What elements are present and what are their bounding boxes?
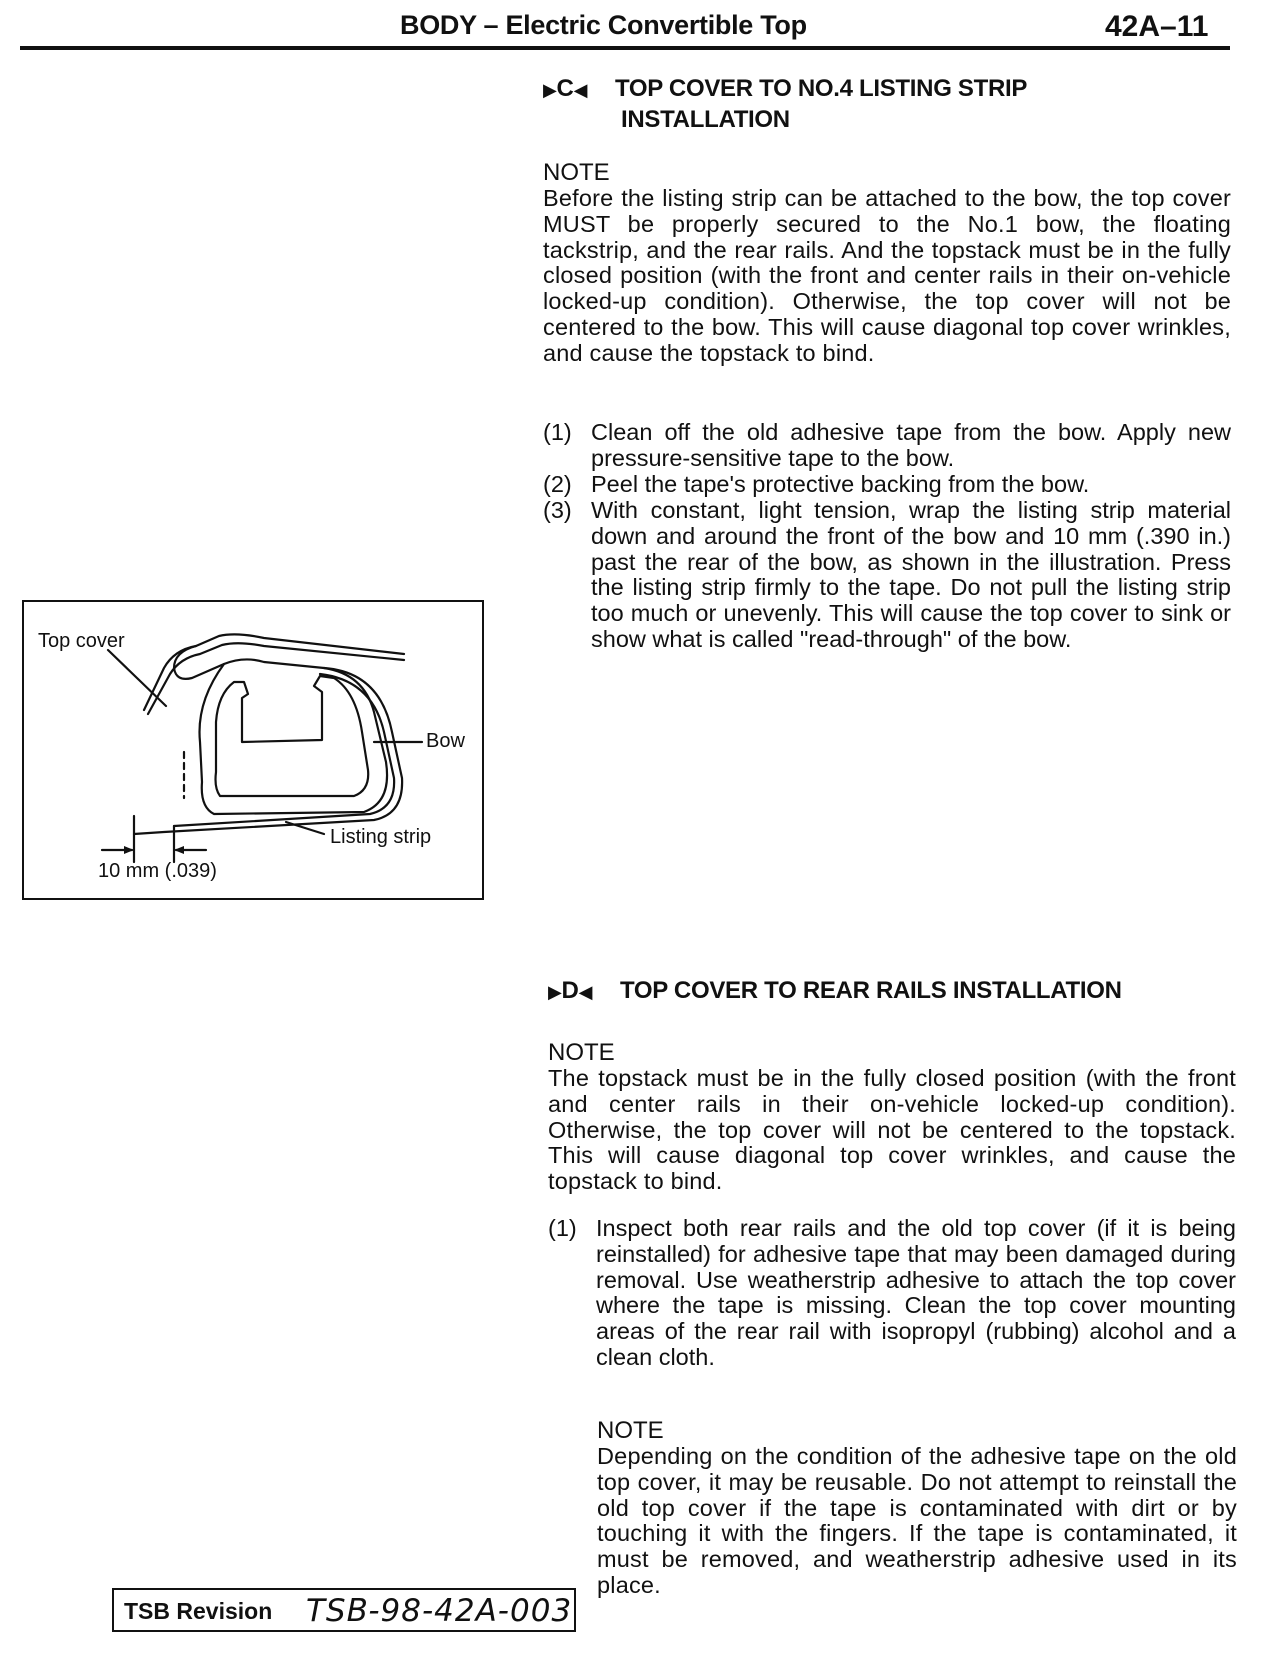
section-c-title-line1: TOP COVER TO NO.4 LISTING STRIP — [615, 75, 1028, 102]
section-c-marker-letter: C — [556, 75, 574, 102]
step-text: With constant, light tension, wrap the listing strip material down and around the front of the bow and 10 mm (.390 in.) past the rear of the bow, as shown in the illustration. Press the listing strip firmly to the tape. Do not pull the listing strip too much or unevenly. This will cause the top cover to sink or show what is called "read-through" of the bow. — [591, 497, 1231, 652]
tsb-revision-value: TSB-98-42A-003 — [306, 1593, 573, 1629]
step-text: Peel the tape's protective backing from the bow. — [591, 471, 1090, 497]
section-c-marker — [543, 74, 615, 105]
page-title: BODY – Electric Convertible Top — [400, 10, 807, 40]
section-d-heading — [548, 976, 1208, 1007]
step-number: (2) — [543, 471, 572, 497]
section-d-marker-letter: D — [561, 977, 579, 1004]
step-text: Inspect both rear rails and the old top cover (if it is being reinstalled) for adhesive tape that may been damaged during removal. Use weatherstrip adhesive to attach the top cover where the tape is missing. Clean the top cover mounting areas of the rear rail with isopropyl (rubbing) alcohol and a clean cloth. — [596, 1215, 1236, 1370]
right-triangle-icon: ▶ — [548, 982, 562, 1002]
step-number: (3) — [543, 497, 572, 523]
bow-listing-strip-illustration — [22, 600, 484, 900]
section-d-step-1 — [548, 1216, 1236, 1396]
listing-strip-label: Listing strip — [330, 826, 432, 848]
dimension-arrowhead-left — [124, 846, 134, 854]
page-number: 42A–11 — [1105, 10, 1209, 43]
section-c-step-2 — [543, 472, 1231, 498]
step-number: (1) — [543, 419, 572, 445]
section-d-sub-note-text: Depending on the condition of the adhesive tape on the old top cover, it may be reusable. Do not attempt to reinstall the old top cover if the tape is contaminated with dirt or by touching it with the fingers. If the tape is contaminated, it must be removed, and weatherstrip adhesive used in its place. — [597, 1443, 1237, 1598]
bow-outline — [200, 659, 388, 814]
dimension-label: 10 mm (.039) — [98, 860, 217, 882]
bow-channel — [216, 676, 369, 796]
left-triangle-icon: ◀ — [578, 982, 593, 1002]
section-c-heading — [543, 74, 1203, 134]
tsb-revision-label: TSB Revision — [124, 1598, 273, 1624]
section-d-title: TOP COVER TO REAR RAILS INSTALLATION — [620, 977, 1122, 1004]
left-triangle-icon: ◀ — [573, 80, 588, 100]
step-text: Clean off the old adhesive tape from the bow. Apply new pressure-sensitive tape to the bow. — [591, 419, 1231, 471]
section-c-note-text: Before the listing strip can be attached to the bow, the top cover MUST be properly secured to the No.1 bow, the floating tackstrip, and the rear rails. And the topstack must be in the fully closed position (with the front and center rails in their on-vehicle locked-up condition). Otherwise, the top cover will not be centered to the bow. This will cause diagonal top cover wrinkles, and cause the topstack to bind. — [543, 185, 1231, 366]
section-d-note-label: NOTE — [548, 1039, 615, 1066]
top-cover-label: Top cover — [38, 630, 125, 652]
section-d-note-text: The topstack must be in the fully closed position (with the front and center rails in their on-vehicle locked-up condition). Otherwise, the top cover will not be centered to the topstack. This will cause diagonal top cover wrinkles, and cause the topstack to bind. — [548, 1065, 1236, 1195]
tsb-revision-box — [112, 1588, 576, 1632]
step-number: (1) — [548, 1215, 577, 1241]
top-cover-outer — [144, 634, 404, 710]
top-cover-leader — [108, 650, 166, 706]
section-d-sub-note-label: NOTE — [597, 1417, 664, 1444]
section-c-note-label: NOTE — [543, 159, 610, 186]
section-c-title-line2: INSTALLATION — [621, 106, 790, 133]
section-d-marker — [548, 976, 620, 1007]
page-header — [20, 6, 1230, 50]
right-triangle-icon: ▶ — [543, 80, 557, 100]
bow-label: Bow — [426, 730, 465, 752]
dimension-arrowhead-right — [174, 846, 184, 854]
section-c-step-3 — [543, 498, 1231, 708]
section-c-step-1 — [543, 420, 1231, 472]
header-rule — [20, 46, 1230, 50]
